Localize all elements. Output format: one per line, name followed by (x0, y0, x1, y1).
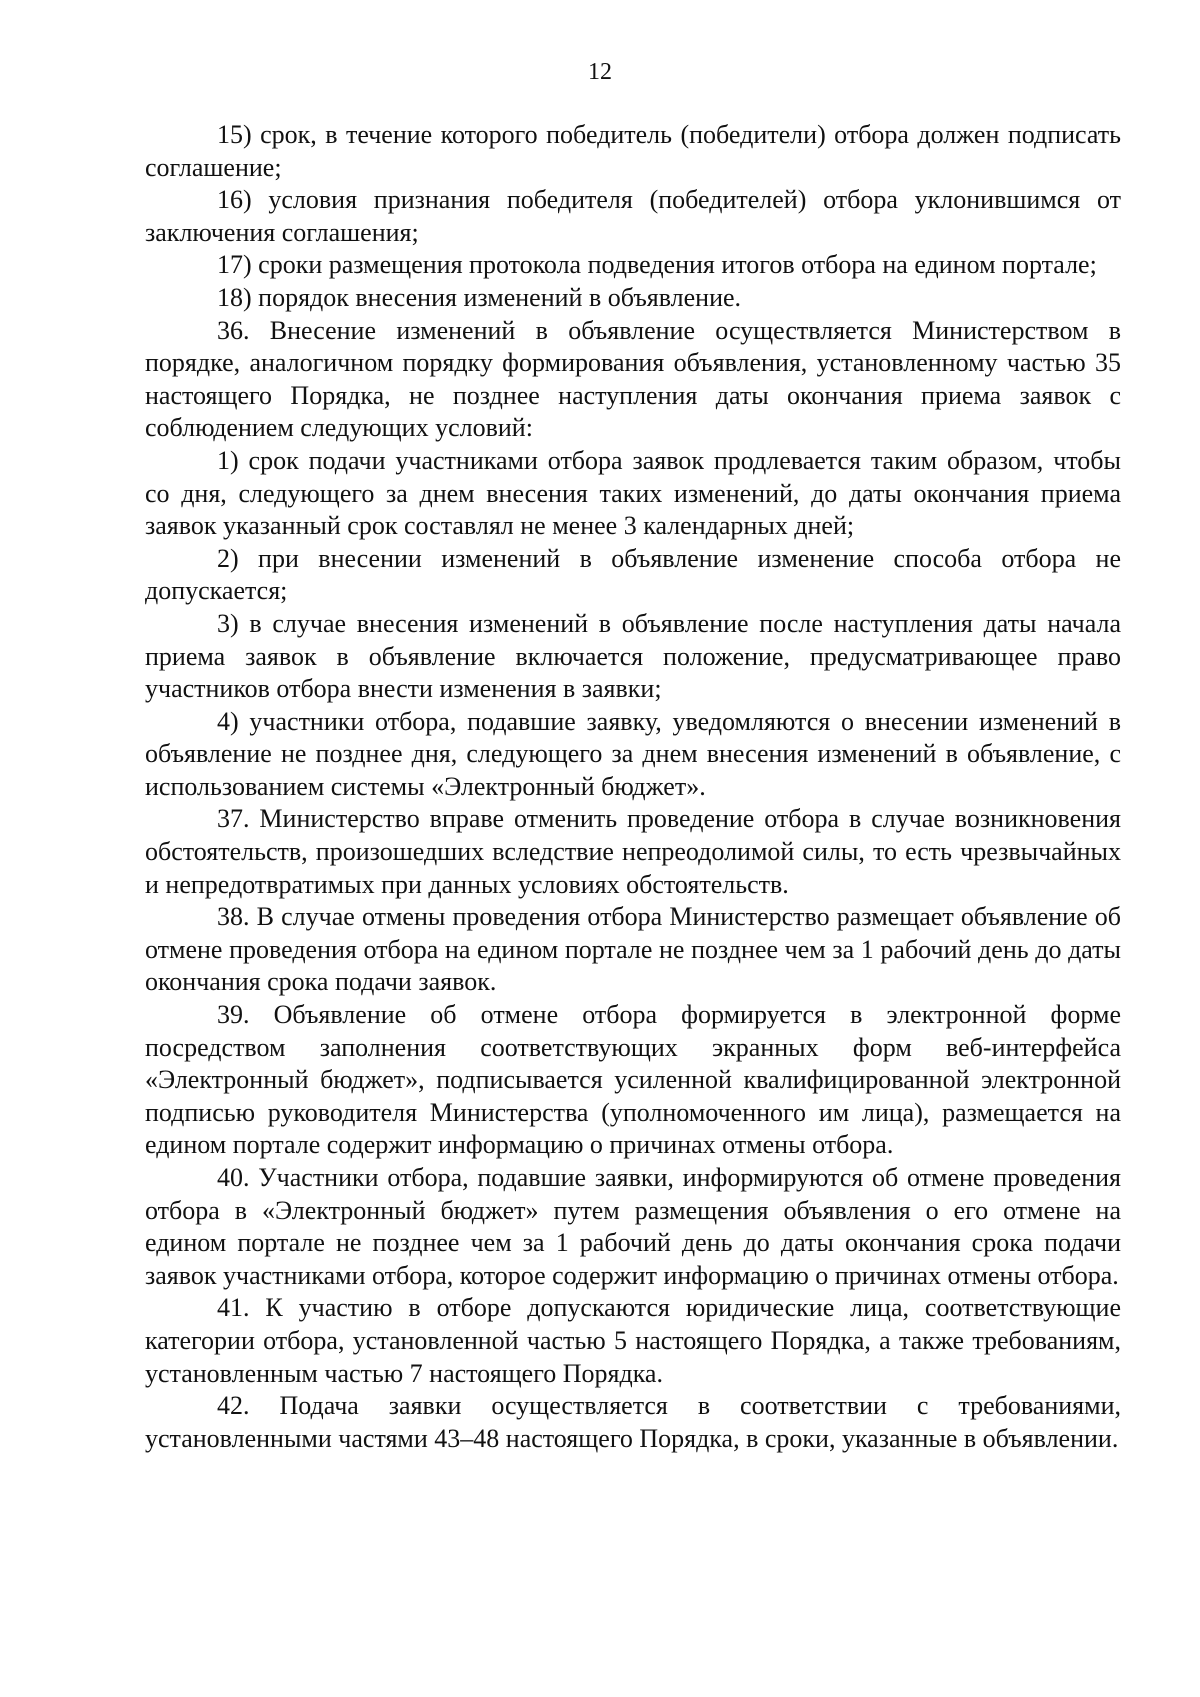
paragraph-condition-4: 4) участники отбора, подавшие заявку, уведомляются о внесении изменений в объявление не позднее дня, следующего за днем внесения изменений в объявление, с использованием системы «Электронный бюджет». (145, 706, 1121, 801)
paragraph-condition-3: 3) в случае внесения изменений в объявление после наступления даты начала приема заявок в объявление включается положение, предусматривающее право участников отбора внести изменения в заявки; (145, 608, 1121, 704)
paragraph-item-17: 17) сроки размещения протокола подведения итогов отбора на едином портале; (217, 250, 1097, 280)
paragraph-item-18: 18) порядок внесения изменений в объявление. (217, 282, 742, 312)
page-number: 12 (588, 59, 612, 85)
document-body (145, 119, 1121, 1455)
paragraph-section-41: 41. К участию в отборе допускаются юридические лица, соответствующие категории отбора, установленной частью 5 настоящего Порядка, а также требованиям, установленным частью 7 настоящего Порядка. (145, 1293, 1121, 1388)
paragraph-section-42: 42. Подача заявки осуществляется в соответствии с требованиями, установленными частями 43–48 настоящего Порядка, в сроки, указанные в объявлении. (145, 1391, 1121, 1453)
paragraph-section-39: 39. Объявление об отмене отбора формируется в электронной форме посредством заполнения соответствующих экранных форм веб-интерфейса «Электронный бюджет», подписывается усиленной квалифицированной электронной подписью руководителя Министерства (уполномоченного им лица), размещается на едином портале содержит информацию о причинах отмены отбора. (145, 1000, 1121, 1160)
paragraph-condition-1: 1) срок подачи участниками отбора заявок продлевается таким образом, чтобы со дня, следующего за днем внесения таких изменений, до даты окончания приема заявок указанный срок составлял не менее 3 календарных дней; (145, 445, 1121, 541)
paragraph-item-16: 16) условия признания победителя (победителей) отбора уклонившимся от заключения соглашения; (145, 185, 1121, 247)
paragraph-section-40: 40. Участники отбора, подавшие заявки, информируются об отмене проведения отбора в «Электронный бюджет» путем размещения объявления о его отмене на едином портале не позднее чем за 1 рабочий день до даты окончания срока подачи заявок участниками отбора, которое содержит информацию о причинах отмены отбора. (145, 1163, 1121, 1290)
paragraph-section-38: 38. В случае отмены проведения отбора Министерство размещает объявление об отмене проведения отбора на едином портале не позднее чем за 1 рабочий день до даты окончания срока подачи заявок. (145, 902, 1121, 997)
paragraph-section-37: 37. Министерство вправе отменить проведение отбора в случае возникновения обстоятельств, произошедших вследствие непреодолимой силы, то есть чрезвычайных и непредотвратимых при данных условиях обстоятельств. (145, 804, 1121, 899)
paragraph-condition-2: 2) при внесении изменений в объявление изменение способа отбора не допускается; (145, 543, 1121, 606)
paragraph-section-36: 36. Внесение изменений в объявление осуществляется Министерством в порядке, аналогичном порядку формирования объявления, установленному частью 35 настоящего Порядка, не позднее наступления даты окончания приема заявок с соблюдением следующих условий: (145, 315, 1121, 443)
paragraph-item-15: 15) срок, в течение которого победитель (победители) отбора должен подписать соглашение; (145, 120, 1121, 182)
